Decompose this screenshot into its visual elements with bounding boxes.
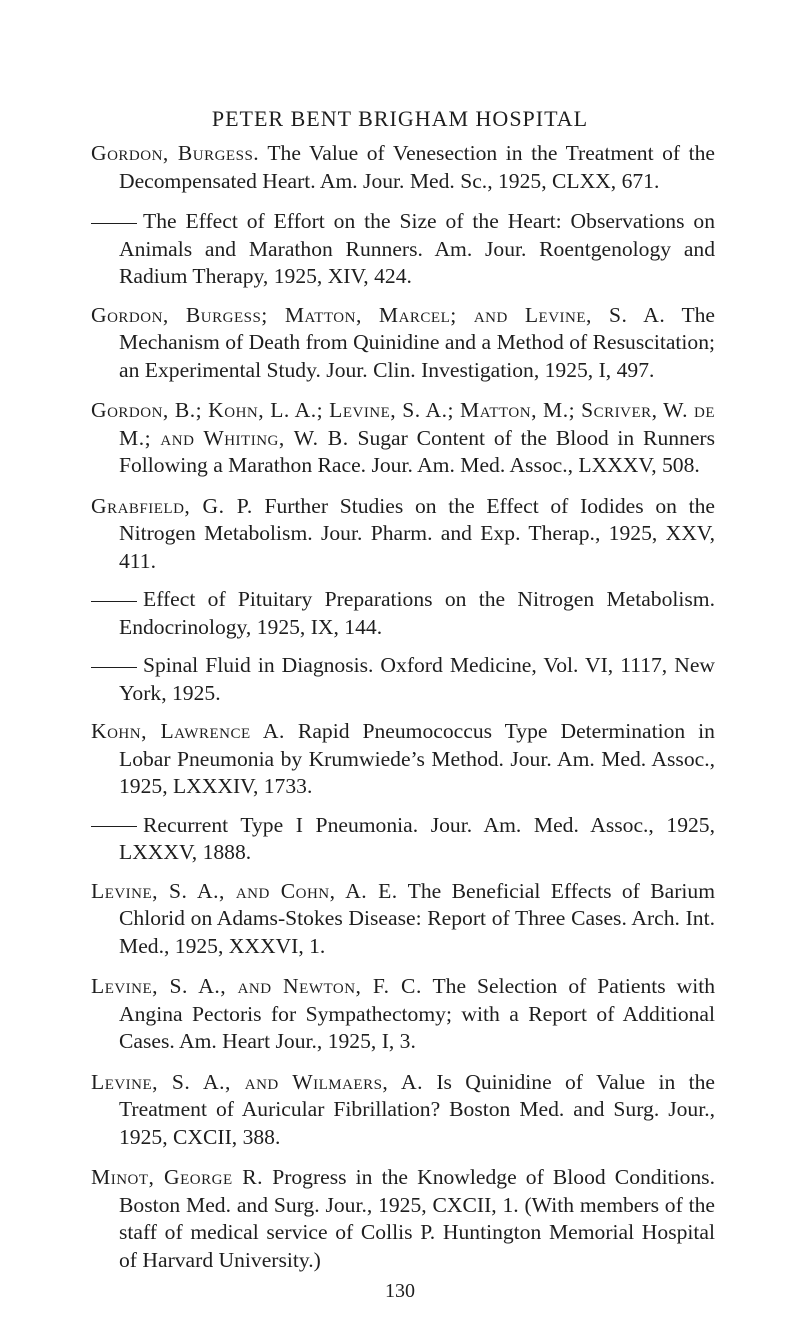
entry-text: Effect of Pituitary Preparations on the Nitrogen Metabolism. Endocrinology, 1925, IX, 144. (119, 587, 715, 639)
entry-text: Rapid Pneumococcus Type Determination in Lobar Pneumonia by Krumwiede’s Method. Jour. Am. Med. Assoc., 1925, LXXXIV, 1733. (119, 719, 715, 798)
bibliography-list (91, 140, 715, 1287)
entry-text: Is Quinidine of Value in the Treatment of Auricular Fibrillation? Boston Med. and Surg. Jour., 1925, CXCII, 388. (119, 1069, 716, 1149)
entry-text: The Selection of Patients with Angina Pectoris for Sympathectomy; with a Report of Additional Cases. Am. Heart Jour., 1925, I, 3. (119, 974, 716, 1053)
ditto-dash (91, 826, 137, 827)
entry-author: Levine, S. A., and Wilmaers, A. (91, 1069, 423, 1094)
entry-text: Sugar Content of the Blood in Runners Following a Marathon Race. Jour. Am. Med. Assoc., LXXXV, 508. (119, 425, 716, 477)
entry-text: The Beneficial Effects of Barium Chlorid on Adams-Stokes Disease: Report of Three Cases. Arch. Int. Med., 1925, XXXVI, 1. (119, 878, 715, 958)
bibliography-entry (91, 878, 715, 961)
entry-author: Levine, S. A., and Newton, F. C. (91, 974, 422, 998)
bibliography-entry (91, 493, 715, 576)
entry-text: The Value of Venesection in the Treatment of the Decompensated Heart. Am. Jour. Med. Sc., 1925, CLXX, 671. (119, 141, 716, 193)
bibliography-entry (91, 1069, 715, 1152)
ditto-dash (91, 601, 137, 602)
entry-text: Further Studies on the Effect of Iodides on the Nitrogen Metabolism. Jour. Pharm. and Exp. Therap., 1925, XXV, 411. (119, 493, 716, 573)
entry-text: Progress in the Knowledge of Blood Conditions. Boston Med. and Surg. Jour., 1925, CXCII, 1. (With members of the staff of medical service of Collis P. Huntington Memorial Hospital of Harvard University.) (119, 1165, 715, 1272)
bibliography-entry (91, 652, 715, 707)
bibliography-entry (91, 1164, 715, 1274)
entry-author: Grabfield, G. P. (91, 493, 253, 518)
bibliography-entry (91, 586, 715, 641)
entry-text: Recurrent Type I Pneumonia. Jour. Am. Med. Assoc., 1925, LXXXV, 1888. (119, 812, 715, 864)
bibliography-entry (91, 812, 715, 867)
entry-text: The Effect of Effort on the Size of the Heart: Observations on Animals and Marathon Runners. Am. Jour. Roentgenology and Radium Therapy, 1925, XIV, 424. (119, 209, 715, 288)
entry-author: Gordon, Burgess. (91, 141, 260, 165)
entry-author: Minot, George R. (91, 1165, 264, 1189)
bibliography-entry (91, 140, 715, 195)
entry-author: Kohn, Lawrence A. (91, 719, 285, 743)
ditto-dash (91, 223, 137, 224)
ditto-dash (91, 667, 137, 668)
entry-text: Spinal Fluid in Diagnosis. Oxford Medicine, Vol. VI, 1117, New York, 1925. (119, 653, 715, 705)
entry-text: The Mechanism of Death from Quinidine and a Method of Resuscitation; an Experimental Study. Jour. Clin. Investigation, 1925, I, 497. (119, 302, 716, 382)
bibliography-entry (91, 397, 715, 480)
page-number: 130 (385, 1280, 415, 1302)
bibliography-entry (91, 718, 715, 801)
bibliography-entry (91, 302, 715, 385)
bibliography-entry (91, 973, 715, 1056)
running-head: PETER BENT BRIGHAM HOSPITAL (211, 106, 589, 131)
bibliography-entry (91, 208, 715, 291)
entry-author: Levine, S. A., and Cohn, A. E. (91, 878, 398, 903)
entry-author: Gordon, B.; Kohn, L. A.; Levine, S. A.; Matton, M.; Scriver, W. de M.; and Whiting, W. B. (91, 398, 715, 450)
entry-author: Gordon, Burgess; Matton, Marcel; and Levine, S. A. (91, 302, 666, 327)
